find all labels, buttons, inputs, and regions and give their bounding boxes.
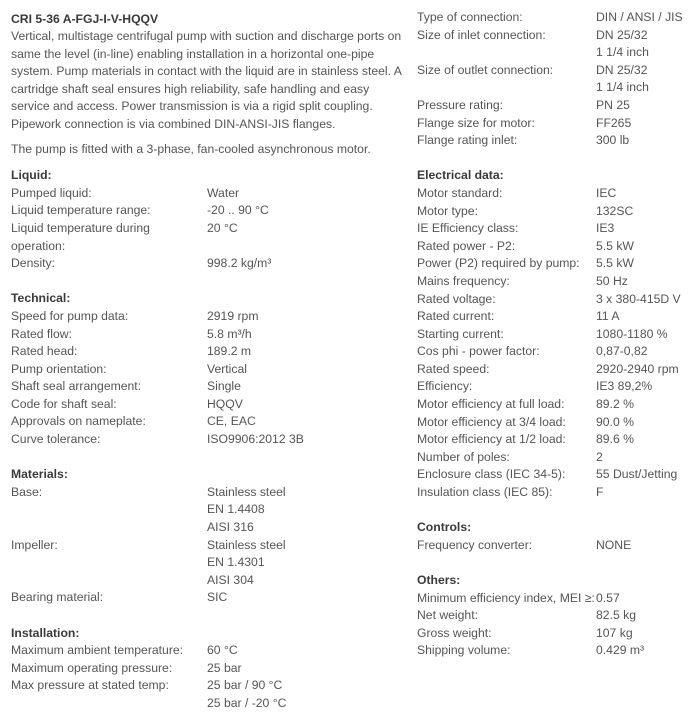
spec-row-starting-current [417, 326, 697, 344]
spec-value: FF265 [596, 115, 632, 130]
spec-label: Rated power - P2: [417, 238, 516, 253]
spec-value: 89.6 % [596, 432, 634, 447]
spec-label: Bearing material: [11, 590, 104, 605]
spec-values [207, 431, 406, 449]
spec-row-type-of-connection [417, 9, 697, 27]
spec-value: 1 1/4 inch [596, 80, 649, 95]
section-spacer [417, 150, 697, 168]
spec-value: 60 °C [207, 643, 238, 658]
spec-row-minimum-efficiency-index-mei [417, 590, 697, 608]
spec-value: HQQV [207, 396, 243, 411]
spec-value: 5.5 kW [596, 238, 634, 253]
spec-value: 2919 rpm [207, 308, 259, 323]
spec-values [596, 238, 697, 256]
spec-label: Enclosure class (IEC 34-5): [417, 467, 566, 482]
spec-values [596, 97, 697, 115]
spec-label: Code for shaft seal: [11, 396, 117, 411]
spec-values [207, 484, 406, 537]
spec-values [596, 203, 697, 221]
spec-row-ie-efficiency-class [417, 220, 697, 238]
spec-values [596, 220, 697, 238]
spec-values [596, 273, 697, 291]
spec-values [596, 185, 697, 203]
spec-label: Gross weight: [417, 625, 492, 640]
spec-row-approvals-on-nameplate [11, 413, 406, 431]
spec-values [207, 308, 406, 326]
spec-values [207, 413, 406, 431]
spec-label: Pump orientation: [11, 361, 107, 376]
spec-row-impeller [11, 537, 406, 590]
spec-label: Impeller: [11, 537, 58, 552]
spec-row-flange-size-for-motor [417, 115, 697, 133]
spec-label: Liquid temperature during operation: [11, 220, 150, 253]
spec-value: AISI 304 [207, 572, 254, 587]
spec-value: 25 bar [207, 660, 242, 675]
spec-value: 25 bar / -20 °C [207, 695, 287, 710]
section-heading: Others: [417, 573, 461, 587]
spec-values [207, 677, 406, 712]
spec-label: Shaft seal arrangement: [11, 379, 142, 394]
left-column [11, 0, 406, 713]
spec-label: Curve tolerance: [11, 432, 101, 447]
spec-values [596, 132, 697, 150]
spec-value: CE, EAC [207, 414, 256, 429]
spec-values [207, 255, 406, 273]
spec-values [596, 484, 697, 502]
spec-value: Stainless steel [207, 537, 286, 552]
spec-value: 189.2 m [207, 344, 252, 359]
spec-value: EN 1.4408 [207, 502, 265, 517]
spec-row-motor-efficiency-at-3-4-load [417, 414, 697, 432]
spec-label: Flange rating inlet: [417, 133, 518, 148]
spec-values [207, 378, 406, 396]
spec-value: 11 A [596, 309, 620, 324]
spec-value: 0.429 m³ [596, 643, 645, 658]
spec-value: Single [207, 379, 241, 394]
spec-section [11, 449, 406, 607]
spec-values [596, 62, 697, 97]
spec-values [596, 590, 697, 608]
spec-row-rated-flow [11, 326, 406, 344]
section-heading: Installation: [11, 625, 80, 640]
spec-value: 1080-1180 % [596, 326, 668, 341]
spec-label: Pumped liquid: [11, 185, 92, 200]
spec-value: Water [207, 185, 240, 200]
spec-section [417, 554, 697, 660]
spec-section [11, 607, 406, 713]
spec-row-size-of-outlet-connection [417, 62, 697, 97]
spec-row-bearing-material [11, 589, 406, 607]
spec-values [207, 185, 406, 203]
spec-values [596, 607, 697, 625]
spec-label: Net weight: [417, 608, 478, 623]
spec-value: 82.5 kg [596, 608, 636, 623]
spec-row-size-of-inlet-connection [417, 27, 697, 62]
spec-value: DN 25/32 [596, 62, 648, 77]
spec-label: Mains frequency: [417, 273, 510, 288]
spec-label: Motor efficiency at 1/2 load: [417, 432, 566, 447]
spec-row-base [11, 484, 406, 537]
spec-row-rated-head [11, 343, 406, 361]
spec-section [417, 150, 697, 502]
spec-value: F [596, 485, 604, 500]
section-spacer [417, 554, 697, 572]
spec-label: Motor efficiency at full load: [417, 397, 565, 412]
left-spec-sections [11, 167, 406, 712]
section-spacer [11, 449, 406, 467]
spec-row-gross-weight [417, 625, 697, 643]
spec-value: 90.0 % [596, 414, 634, 429]
spec-row-motor-efficiency-at-full-load [417, 396, 697, 414]
product-description: Vertical, multistage centrifugal pump with suction and discharge ports on same the level (in-line) enabling installation in a horizontal one-pipe system. Pump materials in contact with the liquid are in stainless steel. A cartridge shaft seal ensures high reliability, safe handling and easy service and access. Power transmission is via a rigid split coupling. Pipework connection is via combined DIN-ANSI-JIS flanges. [11, 29, 402, 131]
spec-row-motor-standard [417, 185, 697, 203]
spec-label: Liquid temperature range: [11, 203, 151, 218]
spec-values [207, 537, 406, 590]
spec-value: AISI 316 [207, 520, 254, 535]
spec-value: 998.2 kg/m³ [207, 256, 272, 271]
spec-section [417, 9, 697, 150]
spec-value: 132SC [596, 203, 634, 218]
spec-value: NONE [596, 537, 632, 552]
spec-label: Efficiency: [417, 379, 473, 394]
spec-values [207, 202, 406, 220]
spec-values [596, 414, 697, 432]
spec-value: PN 25 [596, 97, 630, 112]
spec-values [596, 378, 697, 396]
spec-values [207, 361, 406, 379]
spec-values [596, 466, 697, 484]
spec-row-speed-for-pump-data [11, 308, 406, 326]
spec-value: 25 bar / 90 °C [207, 678, 283, 693]
spec-value: 0.57 [596, 590, 620, 605]
spec-section [11, 167, 406, 273]
section-spacer [11, 273, 406, 291]
spec-label: Max pressure at stated temp: [11, 678, 169, 693]
spec-value: 50 Hz [596, 273, 628, 288]
spec-label: Rated head: [11, 344, 78, 359]
spec-label: Power (P2) required by pump: [417, 256, 580, 271]
spec-row-rated-power-p2 [417, 238, 697, 256]
spec-row-rated-current [417, 308, 697, 326]
spec-values [207, 642, 406, 660]
spec-values [596, 537, 697, 555]
spec-value: 89.2 % [596, 397, 634, 412]
spec-row-shaft-seal-arrangement [11, 378, 406, 396]
spec-row-curve-tolerance [11, 431, 406, 449]
spec-row-pumped-liquid [11, 185, 406, 203]
spec-value: 0,87-0,82 [596, 344, 648, 359]
spec-row-efficiency [417, 378, 697, 396]
spec-value: IE3 89,2% [596, 379, 653, 394]
spec-label: Speed for pump data: [11, 308, 129, 323]
spec-values [596, 361, 697, 379]
spec-value: ISO9906:2012 3B [207, 432, 304, 447]
spec-row-power-p2-required-by-pump [417, 255, 697, 273]
spec-values [596, 326, 697, 344]
spec-label: Rated voltage: [417, 291, 496, 306]
spec-row-frequency-converter [417, 537, 697, 555]
section-heading: Controls: [417, 520, 472, 535]
spec-label: Cos phi - power factor: [417, 344, 540, 359]
spec-values [596, 9, 697, 27]
spec-value: Stainless steel [207, 484, 286, 499]
spec-label: IE Efficiency class: [417, 221, 519, 236]
spec-row-max-pressure-at-stated-temp [11, 677, 406, 712]
spec-label: Rated speed: [417, 361, 490, 376]
section-spacer [11, 607, 406, 625]
spec-value: IEC [596, 185, 617, 200]
spec-label: Pressure rating: [417, 97, 504, 112]
spec-label: Number of poles: [417, 449, 510, 464]
section-heading: Liquid: [11, 168, 52, 183]
spec-row-pump-orientation [11, 361, 406, 379]
spec-label: Size of outlet connection: [417, 62, 554, 77]
right-column [417, 0, 697, 660]
spec-row-rated-voltage [417, 291, 697, 309]
spec-values [596, 625, 697, 643]
spec-row-rated-speed [417, 361, 697, 379]
spec-values [596, 255, 697, 273]
spec-values [596, 343, 697, 361]
product-title: CRI 5-36 A-FGJ-I-V-HQQV [11, 12, 159, 26]
spec-values [596, 642, 697, 660]
spec-row-maximum-operating-pressure [11, 660, 406, 678]
spec-values [596, 27, 697, 62]
spec-label: Motor standard: [417, 185, 503, 200]
spec-value: 300 lb [596, 133, 630, 148]
spec-section [417, 502, 697, 555]
spec-value: 2920-2940 rpm [596, 361, 679, 376]
spec-value: 20 °C [207, 220, 238, 235]
spec-values [207, 220, 406, 255]
spec-values [207, 660, 406, 678]
spec-value: 3 x 380-415D V [596, 291, 681, 306]
section-heading: Materials: [11, 467, 68, 482]
spec-label: Minimum efficiency index, MEI ≥: [417, 590, 595, 605]
spec-label: Shipping volume: [417, 643, 511, 658]
spec-section [11, 273, 406, 449]
spec-value: SIC [207, 590, 228, 605]
spec-value: 107 kg [596, 625, 633, 640]
spec-row-insulation-class-iec-85 [417, 484, 697, 502]
spec-value: IE3 [596, 221, 615, 236]
spec-value: 2 [596, 449, 603, 464]
spec-values [596, 449, 697, 467]
spec-row-liquid-temperature-during-operation [11, 220, 406, 255]
right-spec-sections [417, 9, 697, 660]
spec-row-liquid-temperature-range [11, 202, 406, 220]
spec-label: Rated current: [417, 309, 495, 324]
section-heading: Electrical data: [417, 168, 504, 183]
spec-row-maximum-ambient-temperature [11, 642, 406, 660]
spec-value: 1 1/4 inch [596, 45, 649, 60]
spec-row-shipping-volume [417, 642, 697, 660]
spec-label: Starting current: [417, 326, 504, 341]
spec-label: Frequency converter: [417, 537, 533, 552]
spec-label: Maximum operating pressure: [11, 660, 173, 675]
spec-label: Insulation class (IEC 85): [417, 485, 553, 500]
spec-values [596, 115, 697, 133]
spec-row-flange-rating-inlet [417, 132, 697, 150]
spec-value: 5.5 kW [596, 256, 634, 271]
section-heading: Technical: [11, 291, 71, 306]
spec-row-enclosure-class-iec-34-5 [417, 466, 697, 484]
spec-row-net-weight [417, 607, 697, 625]
spec-row-mains-frequency [417, 273, 697, 291]
spec-values [596, 431, 697, 449]
spec-label: Flange size for motor: [417, 115, 535, 130]
spec-values [596, 291, 697, 309]
spec-label: Motor type: [417, 203, 478, 218]
spec-value: -20 .. 90 °C [207, 203, 269, 218]
section-spacer [417, 502, 697, 520]
spec-value: 5.8 m³/h [207, 326, 252, 341]
spec-label: Motor efficiency at 3/4 load: [417, 414, 566, 429]
motor-description: The pump is fitted with a 3-phase, fan-cooled asynchronous motor. [11, 141, 371, 156]
spec-label: Rated flow: [11, 326, 72, 341]
spec-label: Size of inlet connection: [417, 27, 546, 42]
spec-values [596, 308, 697, 326]
spec-values [207, 343, 406, 361]
spec-value: DIN / ANSI / JIS [596, 10, 683, 24]
spec-values [207, 589, 406, 607]
spec-row-code-for-shaft-seal [11, 396, 406, 414]
spec-value: 55 Dust/Jetting [596, 467, 678, 482]
spec-label: Density: [11, 256, 56, 271]
spec-label: Approvals on nameplate: [11, 414, 146, 429]
spec-label: Maximum ambient temperature: [11, 643, 184, 658]
spec-row-motor-type [417, 203, 697, 221]
spec-values [207, 326, 406, 344]
spec-values [596, 396, 697, 414]
spec-row-motor-efficiency-at-1-2-load [417, 431, 697, 449]
spec-row-number-of-poles [417, 449, 697, 467]
spec-row-pressure-rating [417, 97, 697, 115]
spec-value: Vertical [207, 361, 247, 376]
spec-values [207, 396, 406, 414]
spec-value: DN 25/32 [596, 27, 648, 42]
spec-row-cos-phi-power-factor [417, 343, 697, 361]
spec-value: EN 1.4301 [207, 555, 265, 570]
spec-row-density [11, 255, 406, 273]
spec-label: Type of connection: [417, 10, 523, 24]
spec-label: Base: [11, 484, 43, 499]
